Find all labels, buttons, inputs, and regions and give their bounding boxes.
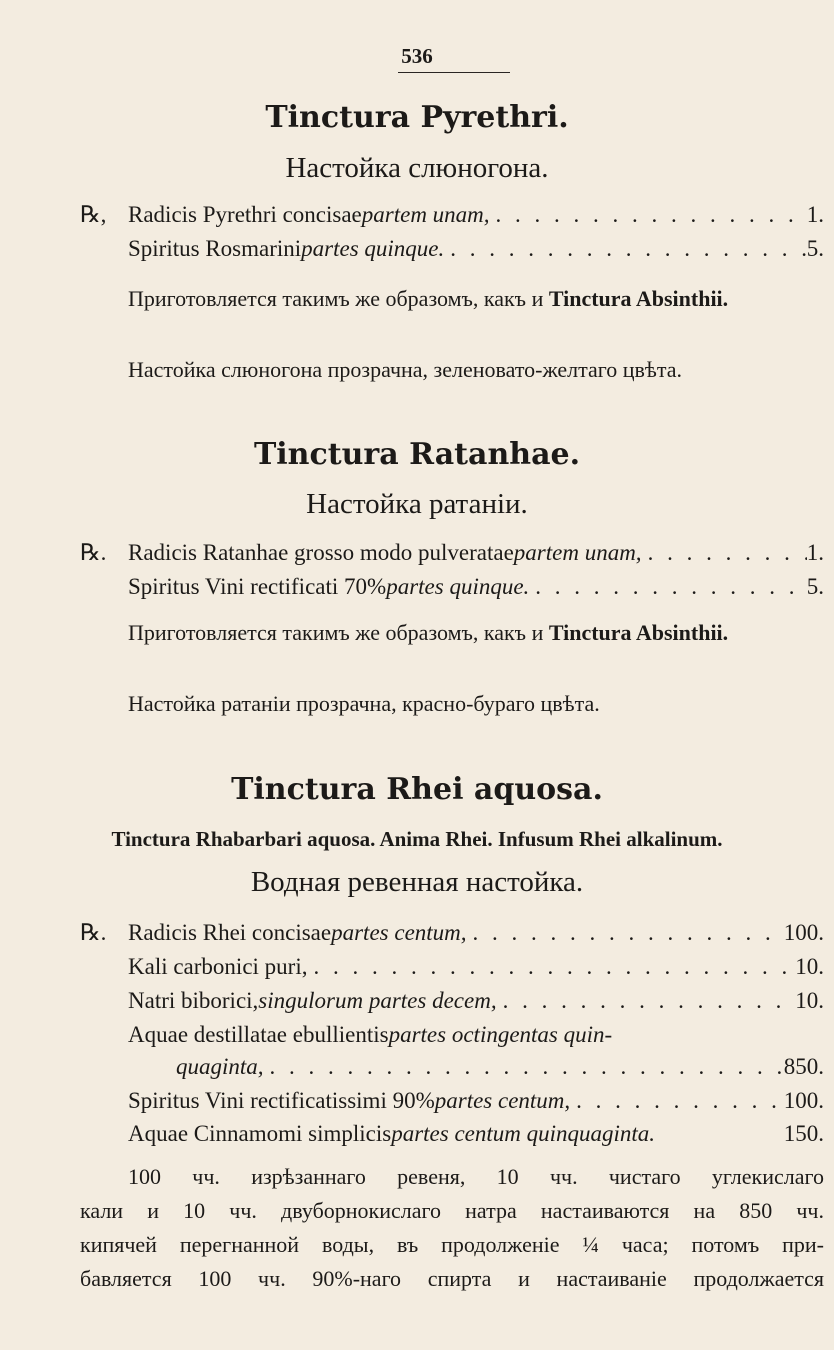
ingredient-amount: 5. [806, 574, 824, 599]
leader-dots [490, 198, 807, 232]
ingredient-amount: 1. [806, 540, 824, 565]
prescription-line [80, 536, 824, 570]
preparation-text: Приготовляется такимъ же образомъ, какъ и [128, 620, 549, 645]
ingredient-quantity: partem unam, [513, 540, 642, 565]
body-line: бавляется 100 чч. 90%-наго спирта и настаиваніе продолжается [80, 1266, 824, 1291]
prescription-line [128, 232, 824, 266]
ingredient-amount: 150. [783, 1121, 824, 1146]
header-rule [398, 72, 510, 73]
prescription-line [128, 984, 824, 1018]
recipe-symbol: ℞. [80, 540, 107, 565]
leader-dots [529, 570, 806, 604]
ingredient-amount: 10. [795, 954, 824, 979]
preparation-paragraph [80, 616, 824, 649]
section-synonyms: Tinctura Rhabarbari aquosa. Anima Rhei. Infusum Rhei alkalinum. [111, 827, 723, 851]
description-paragraph: Настойка ратаніи прозрачна, красно-бураго цвѣта. [128, 691, 600, 716]
preparation-paragraph [80, 282, 824, 315]
prescription-line [128, 1018, 824, 1052]
prescription-line [128, 950, 824, 984]
leader-dots [307, 950, 795, 984]
ingredient-amount: 5. [806, 236, 824, 261]
ingredient-quantity: partes quinque. [386, 574, 530, 599]
ingredient-quantity: partes quinque. [301, 236, 445, 261]
ingredient-text: Spiritus Vini rectificatissimi 90% [128, 1088, 435, 1113]
ingredient-text: Radicis Pyrethri concisae [128, 202, 362, 227]
ingredient-text: Aquae destillatae ebullientis [128, 1022, 389, 1047]
ingredient-quantity: quaginta, [176, 1054, 264, 1079]
body-line: кали и 10 чч. двуборнокислаго натра настаиваются на 850 чч. [80, 1198, 824, 1223]
section-subtitle: Настойка ратаніи. [306, 488, 528, 520]
description-paragraph: Настойка слюногона прозрачна, зеленовато-желтаго цвѣта. [128, 357, 682, 382]
body-paragraph [80, 1160, 824, 1296]
recipe-symbol: ℞. [80, 920, 107, 945]
ingredient-quantity: partem unam, [361, 202, 490, 227]
ingredient-amount: 1. [806, 202, 824, 227]
leader-dots [570, 1084, 784, 1118]
page-number: 536 [401, 44, 433, 68]
reference-text: Tinctura Absinthii. [548, 286, 729, 311]
leader-dots [497, 984, 796, 1018]
body-line: кипячей перегнанной воды, въ продолженіе ¼ часа; потомъ при- [80, 1232, 824, 1257]
ingredient-quantity: partes centum quinquaginta. [391, 1121, 656, 1146]
leader-dots [264, 1050, 784, 1084]
section-title: Tinctura Pyrethri. [265, 100, 569, 135]
leader-dots [642, 536, 807, 570]
ingredient-amount: 850. [783, 1054, 824, 1079]
prescription-line [128, 1117, 824, 1151]
reference-text: Tinctura Absinthii. [548, 620, 729, 645]
ingredient-text: Radicis Rhei concisae [128, 920, 332, 945]
section-subtitle: Водная ревенная настойка. [250, 866, 584, 898]
section-title: Tinctura Ratanhae. [253, 437, 581, 472]
ingredient-text: Aquae Cinnamomi simplicis [128, 1121, 392, 1146]
prescription-line [128, 570, 824, 604]
ingredient-text: Spiritus Rosmarini [128, 236, 302, 261]
section-subtitle: Настойка слюногона. [285, 152, 549, 184]
ingredient-amount: 10. [795, 988, 824, 1013]
ingredient-quantity: partes centum, [434, 1088, 571, 1113]
leader-dots [444, 232, 806, 266]
ingredient-text: Natri biborici, [128, 988, 259, 1013]
prescription-line [176, 1050, 824, 1084]
prescription-line [128, 1084, 824, 1118]
section-title: Tinctura Rhei aquosa. [231, 772, 603, 807]
ingredient-quantity: singulorum partes decem, [258, 988, 497, 1013]
ingredient-amount: 100. [783, 1088, 824, 1113]
ingredient-amount: 100. [783, 920, 824, 945]
ingredient-text: Radicis Ratanhae grosso modo pulveratae [128, 540, 514, 565]
preparation-text: Приготовляется такимъ же образомъ, какъ и [128, 286, 549, 311]
ingredient-text: Kali carbonici puri, [128, 954, 308, 979]
body-line: 100 чч. изрѣзаннаго ревеня, 10 чч. чистаго углекислаго [128, 1164, 824, 1189]
ingredient-quantity: partes octingentas quin- [388, 1022, 613, 1047]
prescription-line [80, 916, 824, 950]
recipe-symbol: ℞, [80, 202, 107, 227]
prescription-line [80, 198, 824, 232]
ingredient-text: Spiritus Vini rectificati 70% [128, 574, 387, 599]
leader-dots [467, 916, 784, 950]
ingredient-quantity: partes centum, [331, 920, 467, 945]
